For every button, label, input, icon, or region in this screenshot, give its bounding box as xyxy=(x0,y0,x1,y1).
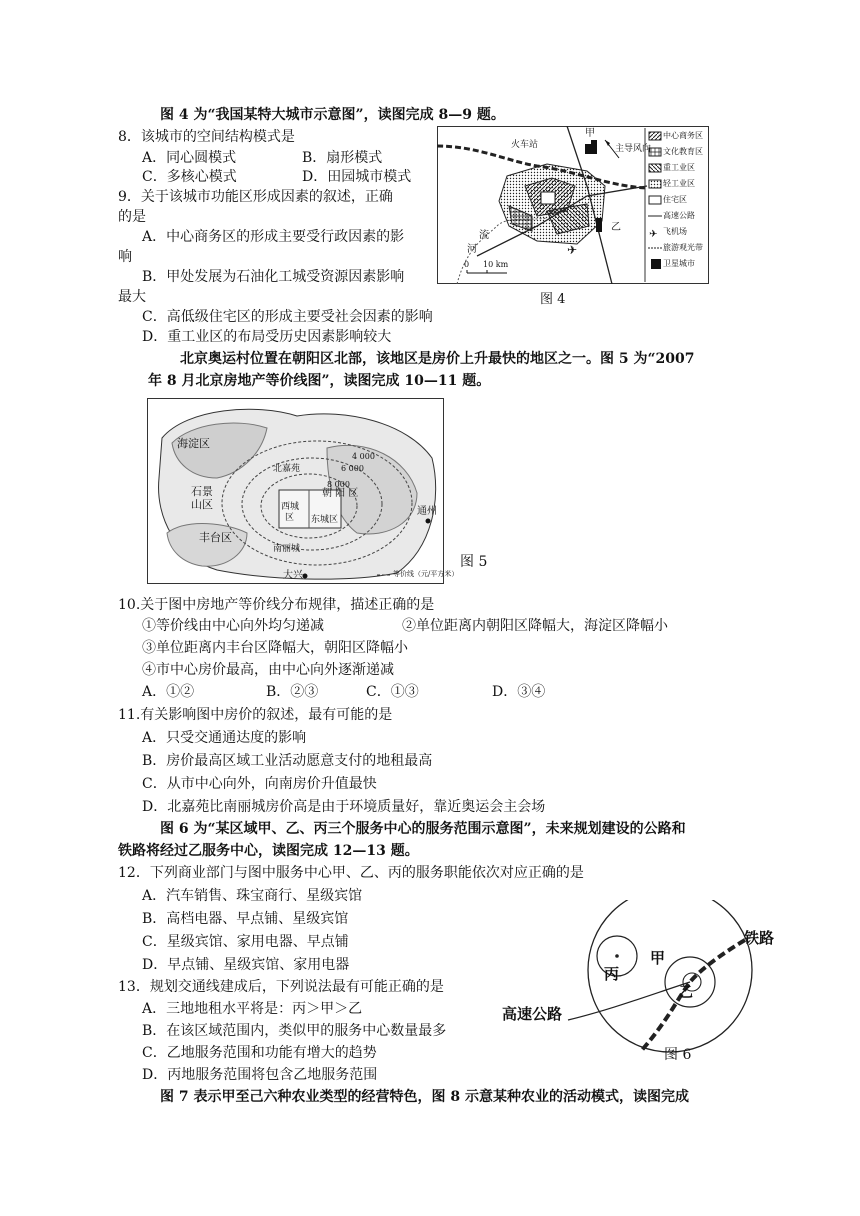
fig5-nanlicheng: 南丽城 xyxy=(273,544,301,554)
fig6-jia-label: 甲 xyxy=(650,949,666,967)
fig5-haidian: 海淀区 xyxy=(177,437,210,450)
fig4-caption: 图 4 xyxy=(540,292,566,307)
q10-item-3: ③单位距离内丰台区降幅大，朝阳区降幅小 xyxy=(142,640,408,656)
q11-stem: 11.有关影响图中房价的叙述，最有可能的是 xyxy=(118,707,393,723)
q12-option-b: B．高档电器、早点铺、星级宾馆 xyxy=(142,911,349,927)
q8-stem: 8．该城市的空间结构模式是 xyxy=(118,129,295,145)
fig4-legend-education: 文化教育区 xyxy=(663,147,703,156)
fig5-contour-4000: 4 000 xyxy=(352,452,375,461)
fig5-dongcheng: 东城区 xyxy=(311,515,339,525)
fig6-caption: 图 6 xyxy=(664,1047,692,1063)
fig5-xicheng-1: 西城 xyxy=(281,502,300,512)
q10-item-2: ②单位距离内朝阳区降幅大，海淀区降幅小 xyxy=(402,618,668,634)
fig4-legend-airport: 飞机场 xyxy=(663,227,687,236)
q10-option-a: A．①② xyxy=(142,684,195,700)
fig6-railway-label: 铁路 xyxy=(744,929,775,947)
q13-option-c: C．乙地服务范围和功能有增大的趋势 xyxy=(142,1045,377,1061)
fig6-highway-label: 高速公路 xyxy=(502,1005,563,1023)
q12-option-a: A．汽车销售、珠宝商行、星级宾馆 xyxy=(142,888,363,904)
q9-option-a-1: A．中心商务区的形成主要受行政因素的影 xyxy=(142,229,405,245)
q9-option-d: D．重工业区的布局受历史因素影响较大 xyxy=(142,329,392,345)
fig6-bing-label: 丙 xyxy=(604,965,620,983)
q13-stem: 13．规划交通线建成后，下列说法最有可能正确的是 xyxy=(118,979,444,995)
q9-option-b-2: 最大 xyxy=(118,289,146,305)
q13-option-a: A．三地地租水平将是：丙＞甲＞乙 xyxy=(142,1001,363,1017)
q11-option-c: C．从市中心向外，向南房价升值最快 xyxy=(142,776,377,792)
fig4-wind-label: 主导风向 xyxy=(615,144,652,154)
q12-stem: 12．下列商业部门与图中服务中心甲、乙、丙的服务职能依次对应正确的是 xyxy=(118,865,584,881)
fig4-scale-ten: 10 km xyxy=(483,260,509,269)
fig6-intro-2: 铁路将经过乙服务中心，读图完成 12—13 题。 xyxy=(118,843,419,859)
svg-text:✈: ✈ xyxy=(649,229,658,240)
fig4-legend-satellite: 卫星城市 xyxy=(663,259,695,268)
fig5-legend: 等价线（元/平方米） xyxy=(393,570,459,578)
fig5-shijingshan-2: 山区 xyxy=(191,498,213,511)
fig5-fengtai: 丰台区 xyxy=(199,531,232,544)
q9-option-b-1: B．甲处发展为石油化工城受资源因素影响 xyxy=(142,269,405,285)
fig4-scale-zero: 0 xyxy=(464,260,470,269)
q11-option-b: B．房价最高区域工业活动愿意支付的地租最高 xyxy=(142,753,433,769)
fig4-legend-residential: 住宅区 xyxy=(663,195,687,204)
figure-5-map xyxy=(147,398,459,584)
fig5-caption: 图 5 xyxy=(460,554,488,570)
fig4-river-label-1: 流 xyxy=(479,230,489,241)
q8-option-d: D．田园城市模式 xyxy=(302,169,412,185)
q8-option-c: C．多核心模式 xyxy=(142,169,237,185)
fig4-station-label: 火车站 xyxy=(511,140,539,150)
fig6-intro-1: 图 6 为“某区域甲、乙、丙三个服务中心的服务范围示意图”，未来规划建设的公路和 xyxy=(160,821,686,837)
fig5-beijiayuan: 北嘉苑 xyxy=(273,464,301,474)
fig4-legend-tourism: 旅游观光带 xyxy=(663,243,703,252)
q12-option-d: D．早点铺、星级宾馆、家用电器 xyxy=(142,957,350,973)
q10-stem: 10.关于图中房地产等价线分布规律，描述正确的是 xyxy=(118,597,435,613)
fig5-daxing: 大兴 xyxy=(283,570,303,581)
fig4-yi-label: 乙 xyxy=(611,222,621,233)
q8-option-b: B．扇形模式 xyxy=(302,150,383,166)
fig4-legend-cbd: 中心商务区 xyxy=(663,131,703,140)
q9-option-a-2: 响 xyxy=(118,249,132,265)
q10-option-c: C．①③ xyxy=(366,684,419,700)
q9-stem-1: 9．关于该城市功能区形成因素的叙述，正确 xyxy=(118,189,393,205)
fig5-shijingshan-1: 石景 xyxy=(191,485,213,498)
q8-option-a: A．同心圆模式 xyxy=(142,150,237,166)
q10-item-4: ④市中心房价最高，由中心向外逐渐递减 xyxy=(142,662,394,678)
fig6-yi-label: 乙 xyxy=(679,985,693,1001)
q9-stem-2: 的是 xyxy=(118,209,146,225)
fig7-intro: 图 7 表示甲至己六种农业类型的经营特色，图 8 示意某种农业的活动模式，读图完成 xyxy=(160,1089,689,1105)
fig4-legend-heavy-industry: 重工业区 xyxy=(663,163,695,172)
q9-option-c: C．高低级住宅区的形成主要受社会因素的影响 xyxy=(142,309,433,325)
q11-option-d: D．北嘉苑比南丽城房价高是由于环境质量好，靠近奥运会主会场 xyxy=(142,799,546,815)
fig4-river-label-2: 河 xyxy=(467,244,477,255)
fig5-xicheng-2: 区 xyxy=(285,513,295,523)
fig4-jia-label: 甲 xyxy=(585,128,595,139)
figure-4-map xyxy=(437,126,709,284)
fig5-intro-1: 北京奥运村位置在朝阳区北部，该地区是房价上升最快的地区之一。图 5 为“2007 xyxy=(180,351,695,367)
svg-text:✈: ✈ xyxy=(567,243,578,257)
q13-option-b: B．在该区域范围内，类似甲的服务中心数量最多 xyxy=(142,1023,447,1039)
fig5-contour-8000: 8 000 xyxy=(327,480,350,489)
q10-option-d: D．③④ xyxy=(492,684,546,700)
fig5-tongzhou: 通州 xyxy=(417,506,437,517)
q11-option-a: A．只受交通通达度的影响 xyxy=(142,730,307,746)
q10-item-1: ①等价线由中心向外均匀递减 xyxy=(142,618,324,634)
fig5-chaoyang: 朝 阳 区 xyxy=(322,488,359,499)
q13-option-d: D．丙地服务范围将包含乙地服务范围 xyxy=(142,1067,378,1083)
figure-6-diagram xyxy=(500,900,800,1060)
fig4-legend-highway: 高速公路 xyxy=(663,211,695,220)
q12-option-c: C．星级宾馆、家用电器、早点铺 xyxy=(142,934,349,950)
q10-option-b: B．②③ xyxy=(266,684,319,700)
fig4-legend-light-industry: 轻工业区 xyxy=(663,179,695,188)
fig4-intro: 图 4 为“我国某特大城市示意图”，读图完成 8—9 题。 xyxy=(160,107,505,123)
fig5-contour-6000: 6 000 xyxy=(341,464,364,473)
fig5-intro-2: 年 8 月北京房地产等价线图”，读图完成 10—11 题。 xyxy=(148,373,491,389)
